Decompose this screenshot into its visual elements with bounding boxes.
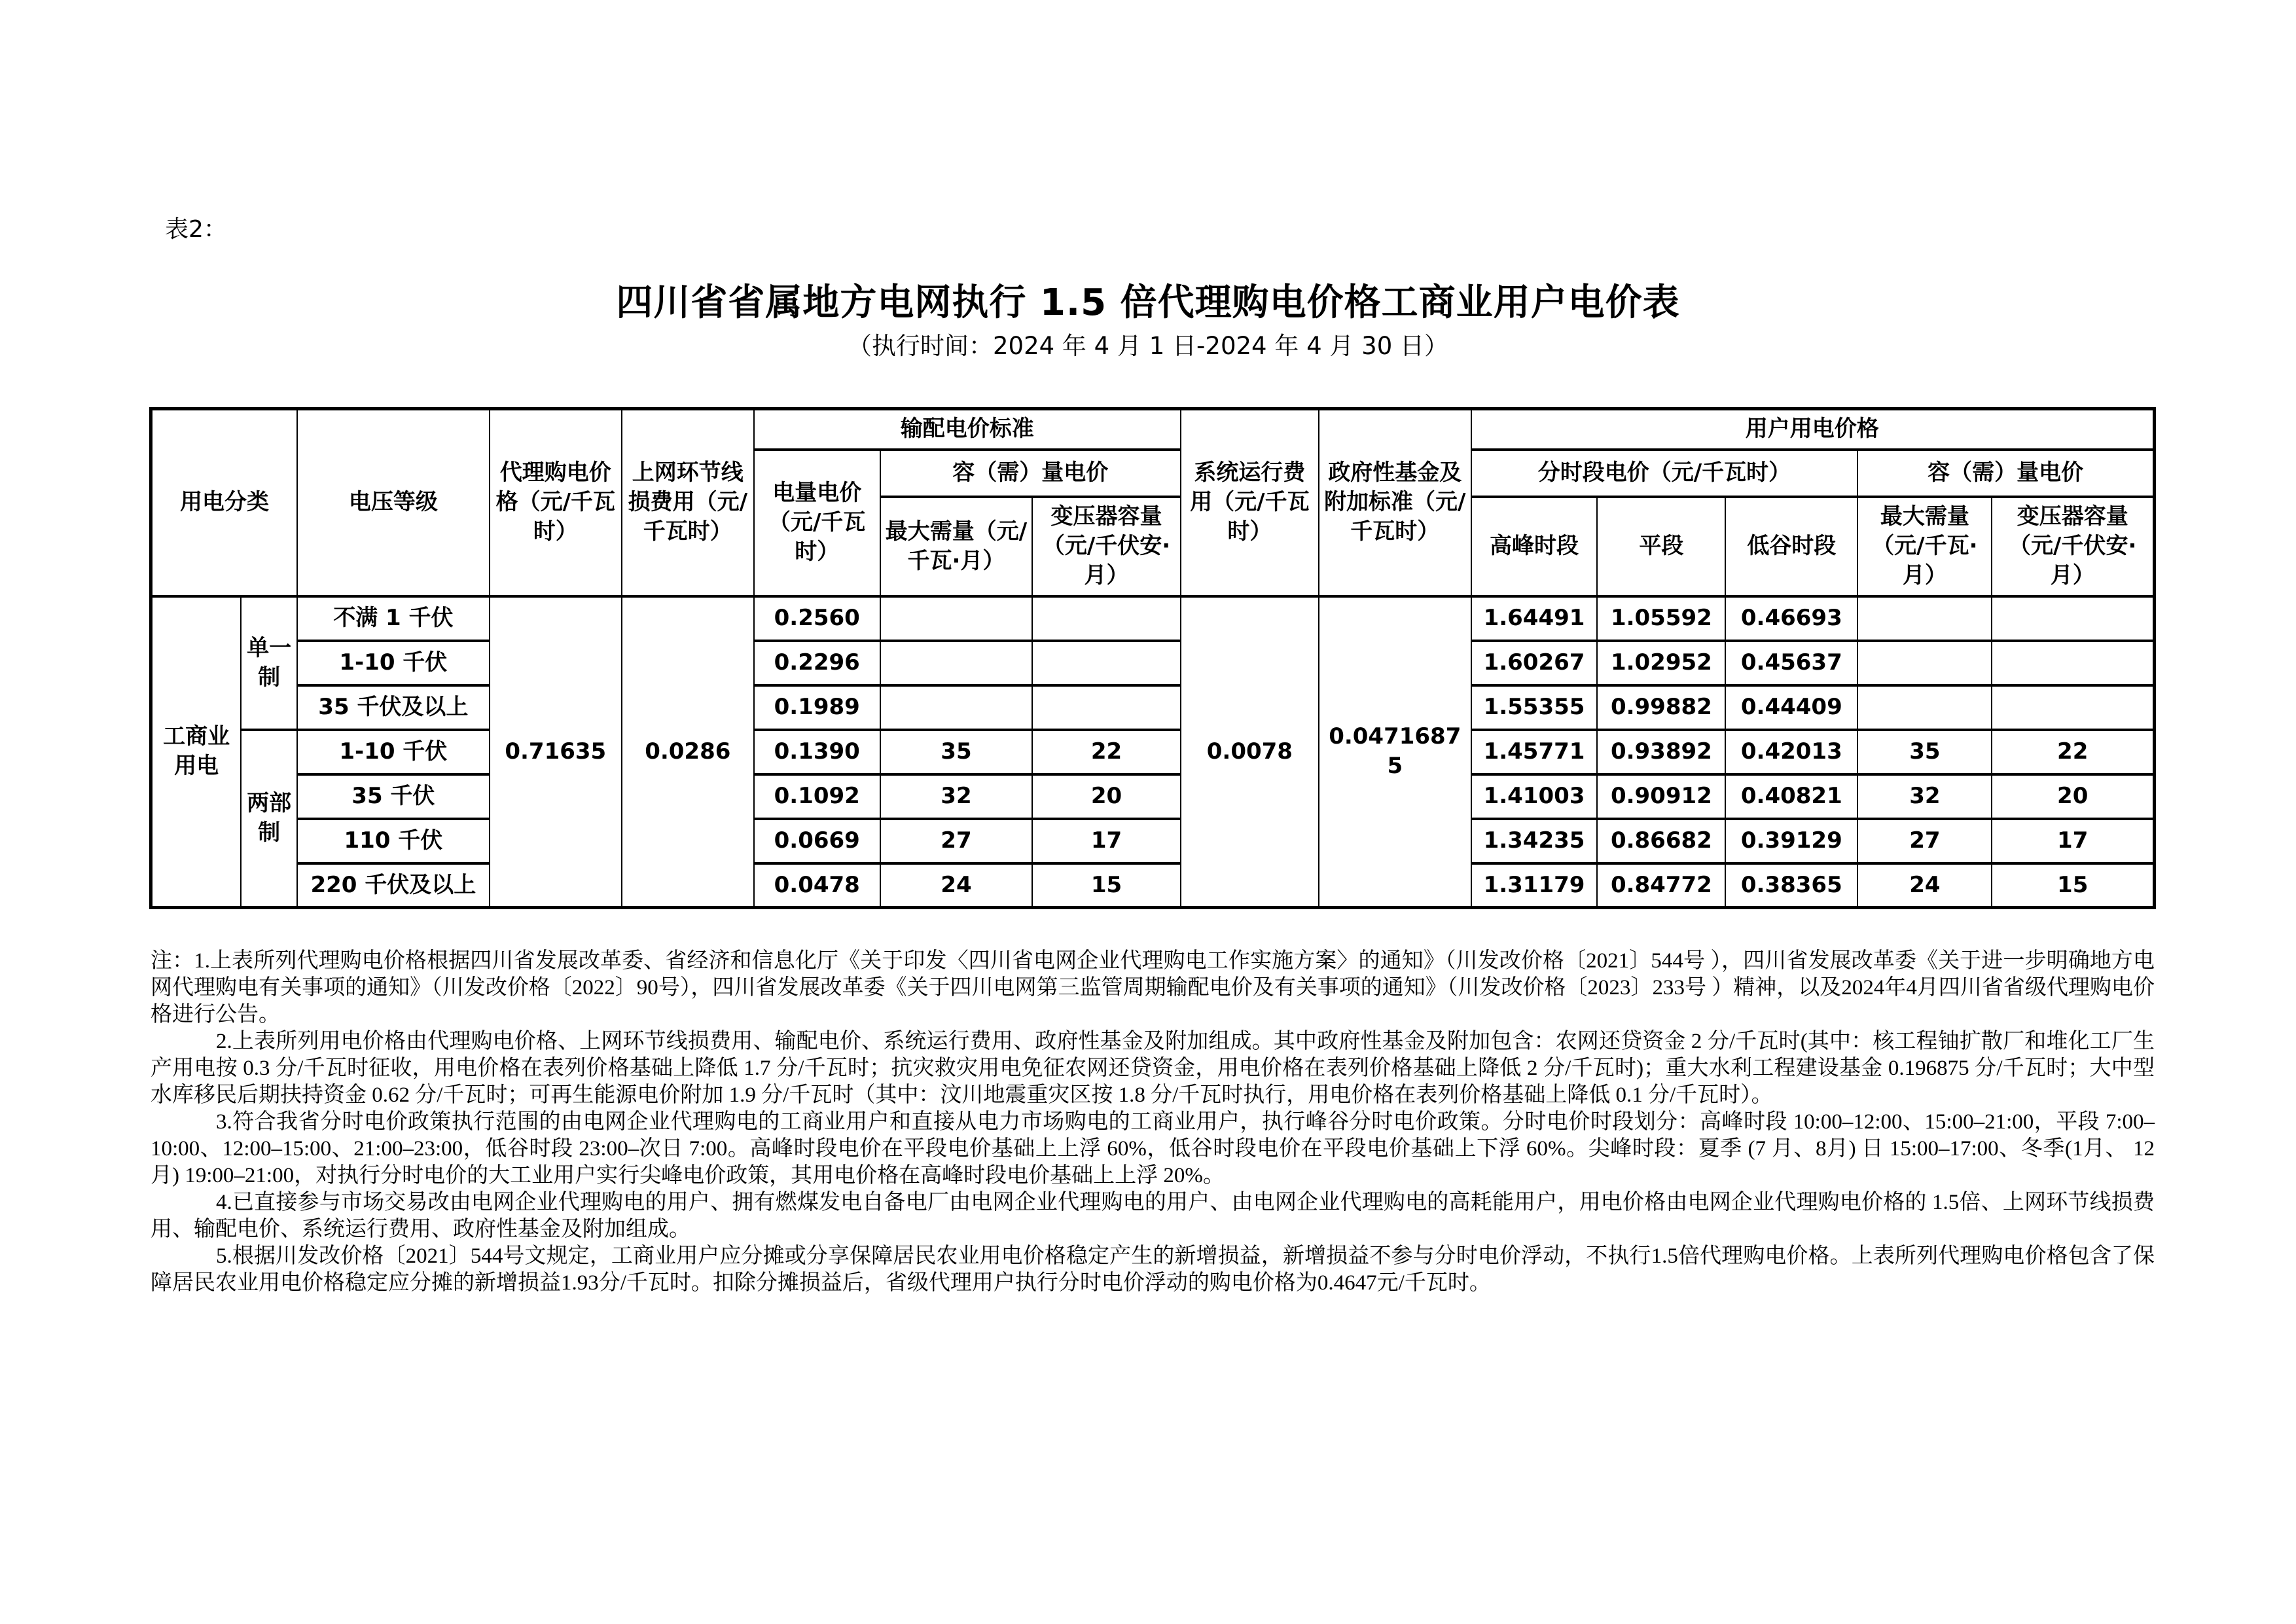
- header-transformer-capacity-left: 变压器容量（元/千伏安·月）: [1032, 497, 1181, 596]
- gov-fund-cell: 0.04716875: [1319, 596, 1471, 908]
- header-capacity-demand-price-left: 容（需）量电价: [880, 450, 1181, 497]
- valley-price-cell: 0.39129: [1725, 819, 1857, 863]
- user-max-demand-cell: [1857, 596, 1992, 641]
- valley-price-cell: 0.38365: [1725, 863, 1857, 908]
- user-max-demand-cell: 27: [1857, 819, 1992, 863]
- header-capacity-demand-price-right: 容（需）量电价: [1857, 450, 2154, 497]
- transformer-capacity-cell: 22: [1032, 730, 1181, 774]
- valley-price-cell: 0.44409: [1725, 685, 1857, 730]
- user-max-demand-cell: 24: [1857, 863, 1992, 908]
- table-row: [151, 863, 2155, 908]
- valley-price-cell: 0.45637: [1725, 641, 1857, 685]
- user-transformer-capacity-cell: 15: [1992, 863, 2154, 908]
- table-row: [151, 685, 2155, 730]
- energy-price-cell: 0.1989: [754, 685, 880, 730]
- energy-price-cell: 0.1092: [754, 774, 880, 819]
- flat-price-cell: 1.02952: [1597, 641, 1725, 685]
- max-demand-cell: [880, 641, 1033, 685]
- table-row: [151, 819, 2155, 863]
- header-gov-fund-surcharge: 政府性基金及附加标准（元/千瓦时）: [1319, 409, 1471, 596]
- footnote-4: 4.已直接参与市场交易改由电网企业代理购电的用户、拥有燃煤发电自备电厂由电网企业代理购电的用户、由电网企业代理购电的高耗能用户，用电价格由电网企业代理购电价格的 1.5倍、上网环节线损费用、输配电价、系统运行费用、政府性基金及附加组成。: [151, 1191, 2155, 1241]
- valley-price-cell: 0.46693: [1725, 596, 1857, 641]
- flat-price-cell: 0.90912: [1597, 774, 1725, 819]
- peak-price-cell: 1.60267: [1471, 641, 1598, 685]
- flat-price-cell: 0.93892: [1597, 730, 1725, 774]
- header-tou-price: 分时段电价（元/千瓦时）: [1471, 450, 1858, 497]
- max-demand-cell: 27: [880, 819, 1033, 863]
- user-max-demand-cell: 32: [1857, 774, 1992, 819]
- header-peak-period: 高峰时段: [1471, 497, 1598, 596]
- user-max-demand-cell: [1857, 641, 1992, 685]
- user-transformer-capacity-cell: 20: [1992, 774, 2154, 819]
- usage-category-cell: 工商业用电: [151, 596, 242, 908]
- header-voltage-level: 电压等级: [297, 409, 490, 596]
- energy-price-cell: 0.0478: [754, 863, 880, 908]
- line-loss-cell: 0.0286: [622, 596, 754, 908]
- flat-price-cell: 0.84772: [1597, 863, 1725, 908]
- voltage-cell: 1-10 千伏: [297, 641, 490, 685]
- footnote-5: 5.根据川发改价格〔2021〕544号文规定，工商业用户应分摊或分享保障居民农业用电价格稳定产生的新增损益，新增损益不参与分时电价浮动，不执行1.5倍代理购电价格。上表所列代理购电价格包含了保障居民农业用电价格稳定应分摊的新增损益1.93分/千瓦时。扣除分摊损益后，省级代理用户执行分时电价浮动的购电价格为0.4647元/千瓦时。: [151, 1244, 2155, 1295]
- footnote-2: 2.上表所列用电价格由代理购电价格、上网环节线损费用、输配电价、系统运行费用、政府性基金及附加组成。其中政府性基金及附加包含：农网还贷资金 2 分/千瓦时(其中：核工程铀扩散厂和堆化工厂生产用电按 0.3 分/千瓦时征收，用电价格在表列价格基础上降低 1.7 分/千瓦时；抗灾救灾用电免征农网还贷资金，用电价格在表列价格基础上降低 2 分/千瓦时)；重大水利工程建设基金 0.196875 分/千瓦时；大中型水库移民后期扶持资金 0.62 分/千瓦时；可再生能源电价附加 1.9 分/千瓦时（其中：汶川地震重灾区按 1.8 分/千瓦时执行，用电价格在表列价格基础上降低 0.1 分/千瓦时）。: [151, 1030, 2155, 1107]
- table-row: [151, 730, 2155, 774]
- peak-price-cell: 1.45771: [1471, 730, 1598, 774]
- page-subtitle: （执行时间：2024 年 4 月 1 日-2024 年 4 月 30 日）: [848, 332, 1448, 360]
- flat-price-cell: 0.86682: [1597, 819, 1725, 863]
- peak-price-cell: 1.41003: [1471, 774, 1598, 819]
- electricity-price-table: [149, 407, 2156, 909]
- header-max-demand-right: 最大需量（元/千瓦·月）: [1857, 497, 1992, 596]
- voltage-cell: 35 千伏: [297, 774, 490, 819]
- flat-price-cell: 1.05592: [1597, 596, 1725, 641]
- system-fee-cell: 0.0078: [1181, 596, 1319, 908]
- max-demand-cell: [880, 596, 1033, 641]
- voltage-cell: 220 千伏及以上: [297, 863, 490, 908]
- peak-price-cell: 1.55355: [1471, 685, 1598, 730]
- two-part-system-cell: 两部制: [241, 730, 297, 908]
- header-energy-price: 电量电价（元/千瓦时）: [754, 450, 880, 596]
- flat-price-cell: 0.99882: [1597, 685, 1725, 730]
- page-title: 四川省省属地方电网执行 1.5 倍代理购电价格工商业用户电价表: [616, 281, 1680, 324]
- energy-price-cell: 0.0669: [754, 819, 880, 863]
- transformer-capacity-cell: [1032, 641, 1181, 685]
- user-transformer-capacity-cell: [1992, 641, 2154, 685]
- max-demand-cell: 24: [880, 863, 1033, 908]
- table-number-label: 表2：: [165, 216, 227, 243]
- header-flat-period: 平段: [1597, 497, 1725, 596]
- transformer-capacity-cell: [1032, 685, 1181, 730]
- header-valley-period: 低谷时段: [1725, 497, 1857, 596]
- voltage-cell: 35 千伏及以上: [297, 685, 490, 730]
- footnote-1: 注：1.上表所列代理购电价格根据四川省发展改革委、省经济和信息化厅《关于印发〈四川省电网企业代理购电工作实施方案〉的通知》（川发改价格〔2021〕544号 ），四川省发展改革委《关于进一步明确地方电网代理购电有关事项的通知》（川发改价格〔2022〕90号），四川省发展改革委《关于四川电网第三监管周期输配电价及有关事项的通知》（川发改价格〔2023〕233号 ）精神，以及2024年4月四川省省级代理购电价格进行公告。: [151, 949, 2155, 1026]
- transformer-capacity-cell: [1032, 596, 1181, 641]
- max-demand-cell: 35: [880, 730, 1033, 774]
- user-transformer-capacity-cell: 17: [1992, 819, 2154, 863]
- user-max-demand-cell: 35: [1857, 730, 1992, 774]
- transformer-capacity-cell: 20: [1032, 774, 1181, 819]
- table-row: [151, 774, 2155, 819]
- max-demand-cell: [880, 685, 1033, 730]
- footnotes-block: [151, 948, 2155, 1297]
- header-transformer-capacity-right: 变压器容量（元/千伏安·月）: [1992, 497, 2154, 596]
- user-transformer-capacity-cell: 22: [1992, 730, 2154, 774]
- user-transformer-capacity-cell: [1992, 596, 2154, 641]
- valley-price-cell: 0.40821: [1725, 774, 1857, 819]
- table-row: [151, 596, 2155, 641]
- user-max-demand-cell: [1857, 685, 1992, 730]
- voltage-cell: 110 千伏: [297, 819, 490, 863]
- table-row: [151, 641, 2155, 685]
- energy-price-cell: 0.2560: [754, 596, 880, 641]
- transformer-capacity-cell: 15: [1032, 863, 1181, 908]
- footnote-3: 3.符合我省分时电价政策执行范围的由电网企业代理购电的工商业用户和直接从电力市场购电的工商业用户，执行峰谷分时电价政策。分时电价时段划分：高峰时段 10:00–12:00、15:00–21:00，平段 7:00–10:00、12:00–15:00、21:00–23:00，低谷时段 23:00–次日 7:00。高峰时段电价在平段电价基础上上浮 60%，低谷时段电价在平段电价基础上下浮 60%。尖峰时段：夏季 (7 月、8月) 日 15:00–17:00、冬季(1月、 12 月) 19:00–21:00，对执行分时电价的大工业用户实行尖峰电价政策，其用电价格在高峰时段电价基础上上浮 20%。: [151, 1110, 2155, 1187]
- single-system-cell: 单一制: [241, 596, 297, 730]
- peak-price-cell: 1.64491: [1471, 596, 1598, 641]
- header-usage-category: 用电分类: [151, 409, 297, 596]
- energy-price-cell: 0.1390: [754, 730, 880, 774]
- header-system-operation-fee: 系统运行费用（元/千瓦时）: [1181, 409, 1319, 596]
- user-transformer-capacity-cell: [1992, 685, 2154, 730]
- energy-price-cell: 0.2296: [754, 641, 880, 685]
- agency-price-cell: 0.71635: [490, 596, 622, 908]
- header-max-demand-left: 最大需量（元/千瓦·月）: [880, 497, 1033, 596]
- peak-price-cell: 1.31179: [1471, 863, 1598, 908]
- header-grid-line-loss-fee: 上网环节线损费用（元/千瓦时）: [622, 409, 754, 596]
- header-user-electricity-price: 用户用电价格: [1471, 409, 2155, 450]
- transformer-capacity-cell: 17: [1032, 819, 1181, 863]
- peak-price-cell: 1.34235: [1471, 819, 1598, 863]
- header-agency-purchase-price: 代理购电价格（元/千瓦时）: [490, 409, 622, 596]
- max-demand-cell: 32: [880, 774, 1033, 819]
- voltage-cell: 1-10 千伏: [297, 730, 490, 774]
- header-transmission-dist-standard: 输配电价标准: [754, 409, 1181, 450]
- voltage-cell: 不满 1 千伏: [297, 596, 490, 641]
- valley-price-cell: 0.42013: [1725, 730, 1857, 774]
